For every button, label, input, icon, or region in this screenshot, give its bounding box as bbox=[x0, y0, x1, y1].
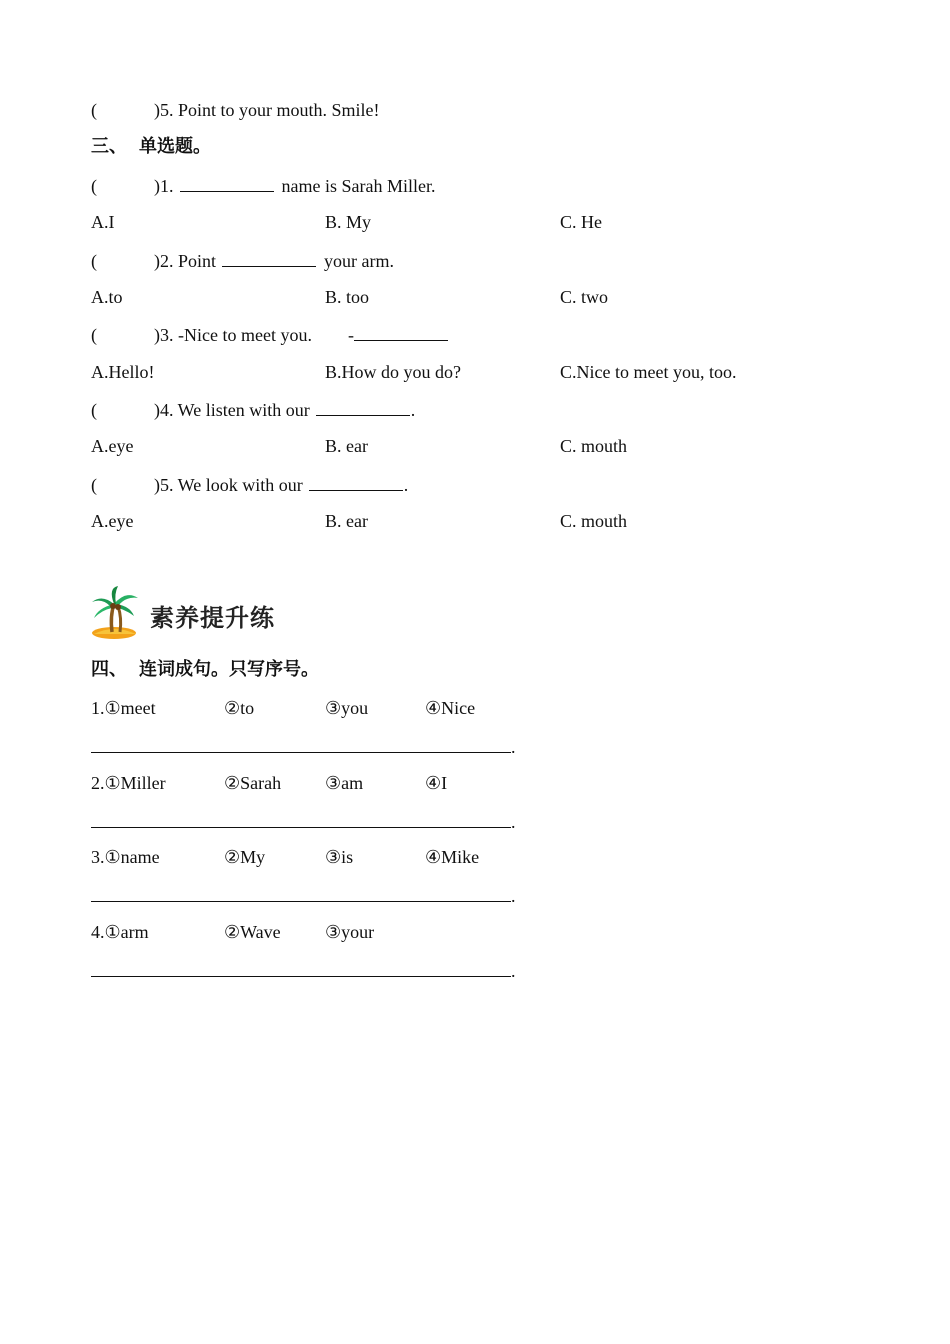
option-a[interactable]: A.I bbox=[91, 212, 115, 232]
answer-period: . bbox=[511, 886, 516, 906]
answer-paren[interactable]: ( bbox=[91, 325, 97, 345]
section-title: 单选题。 bbox=[139, 136, 211, 157]
word-chip: ②Sarah bbox=[224, 773, 282, 793]
palm-tree-island-icon bbox=[88, 586, 142, 640]
question-3 bbox=[91, 322, 456, 347]
section-number: 三、 bbox=[91, 136, 127, 157]
word-chip: ③your bbox=[325, 922, 375, 942]
answer-period: . bbox=[511, 961, 516, 981]
word-chip: 1.①meet bbox=[91, 698, 156, 718]
fill-blank[interactable] bbox=[354, 322, 448, 341]
answer-line[interactable] bbox=[91, 901, 511, 902]
fill-blank[interactable] bbox=[316, 397, 410, 416]
word-chip: ④Mike bbox=[425, 847, 480, 867]
section-banner bbox=[88, 586, 328, 640]
question-5 bbox=[91, 472, 408, 497]
reply-dash: - bbox=[347, 325, 354, 345]
word-chip: ②to bbox=[224, 698, 255, 718]
answer-line[interactable] bbox=[91, 976, 511, 977]
section-number: 四、 bbox=[91, 659, 127, 680]
section-four-heading bbox=[91, 658, 319, 682]
question-prefix: )5. We look with our bbox=[154, 475, 303, 495]
question-prefix: )3. -Nice to meet you. bbox=[154, 325, 312, 345]
word-chip: ④I bbox=[425, 773, 448, 793]
word-chip: ③am bbox=[325, 773, 364, 793]
question-text: )5. Point to your mouth. Smile! bbox=[154, 100, 380, 120]
question-prefix: )4. We listen with our bbox=[154, 400, 310, 420]
word-chip: 4.①arm bbox=[91, 922, 149, 942]
option-c[interactable]: C. He bbox=[560, 212, 602, 232]
word-chip: ③you bbox=[325, 698, 369, 718]
answer-paren[interactable]: ( bbox=[91, 100, 97, 120]
option-c[interactable]: C. mouth bbox=[560, 511, 628, 531]
question-suffix: your arm. bbox=[324, 251, 394, 271]
option-a[interactable]: A.Hello! bbox=[91, 362, 155, 382]
answer-paren[interactable]: ( bbox=[91, 475, 97, 495]
answer-period: . bbox=[511, 737, 516, 757]
fill-blank[interactable] bbox=[180, 173, 274, 192]
question-suffix: . bbox=[403, 475, 409, 495]
option-b[interactable]: B. too bbox=[325, 287, 370, 307]
word-chip: 3.①name bbox=[91, 847, 160, 867]
option-b[interactable]: B.How do you do? bbox=[325, 362, 461, 382]
option-a[interactable]: A.eye bbox=[91, 511, 134, 531]
word-chip: 2.①Miller bbox=[91, 773, 166, 793]
option-b[interactable]: B. My bbox=[325, 212, 372, 232]
option-a[interactable]: A.eye bbox=[91, 436, 134, 456]
answer-line[interactable] bbox=[91, 752, 511, 753]
answer-line[interactable] bbox=[91, 827, 511, 828]
question-suffix: name is Sarah Miller. bbox=[281, 176, 436, 196]
option-a[interactable]: A.to bbox=[91, 287, 123, 307]
answer-paren[interactable]: ( bbox=[91, 400, 97, 420]
word-chip: ②Wave bbox=[224, 922, 281, 942]
option-c[interactable]: C.Nice to meet you, too. bbox=[560, 362, 737, 382]
word-chip: ②My bbox=[224, 847, 266, 867]
answer-period: . bbox=[511, 812, 516, 832]
option-c[interactable]: C. mouth bbox=[560, 436, 628, 456]
banner-title: 素养提升练 bbox=[150, 604, 275, 632]
question-item bbox=[91, 98, 380, 122]
section-title: 连词成句。只写序号。 bbox=[139, 659, 319, 680]
word-chip: ③is bbox=[325, 847, 354, 867]
section-three-heading bbox=[91, 135, 211, 159]
fill-blank[interactable] bbox=[309, 472, 403, 491]
word-chip: ④Nice bbox=[425, 698, 476, 718]
question-4 bbox=[91, 397, 415, 422]
question-suffix: . bbox=[410, 400, 416, 420]
question-prefix: )1. bbox=[154, 176, 174, 196]
answer-paren[interactable]: ( bbox=[91, 176, 97, 196]
question-2 bbox=[91, 248, 394, 273]
fill-blank[interactable] bbox=[222, 248, 316, 267]
option-b[interactable]: B. ear bbox=[325, 511, 368, 531]
answer-paren[interactable]: ( bbox=[91, 251, 97, 271]
option-c[interactable]: C. two bbox=[560, 287, 609, 307]
question-1 bbox=[91, 173, 435, 198]
option-b[interactable]: B. ear bbox=[325, 436, 368, 456]
question-prefix: )2. Point bbox=[154, 251, 217, 271]
